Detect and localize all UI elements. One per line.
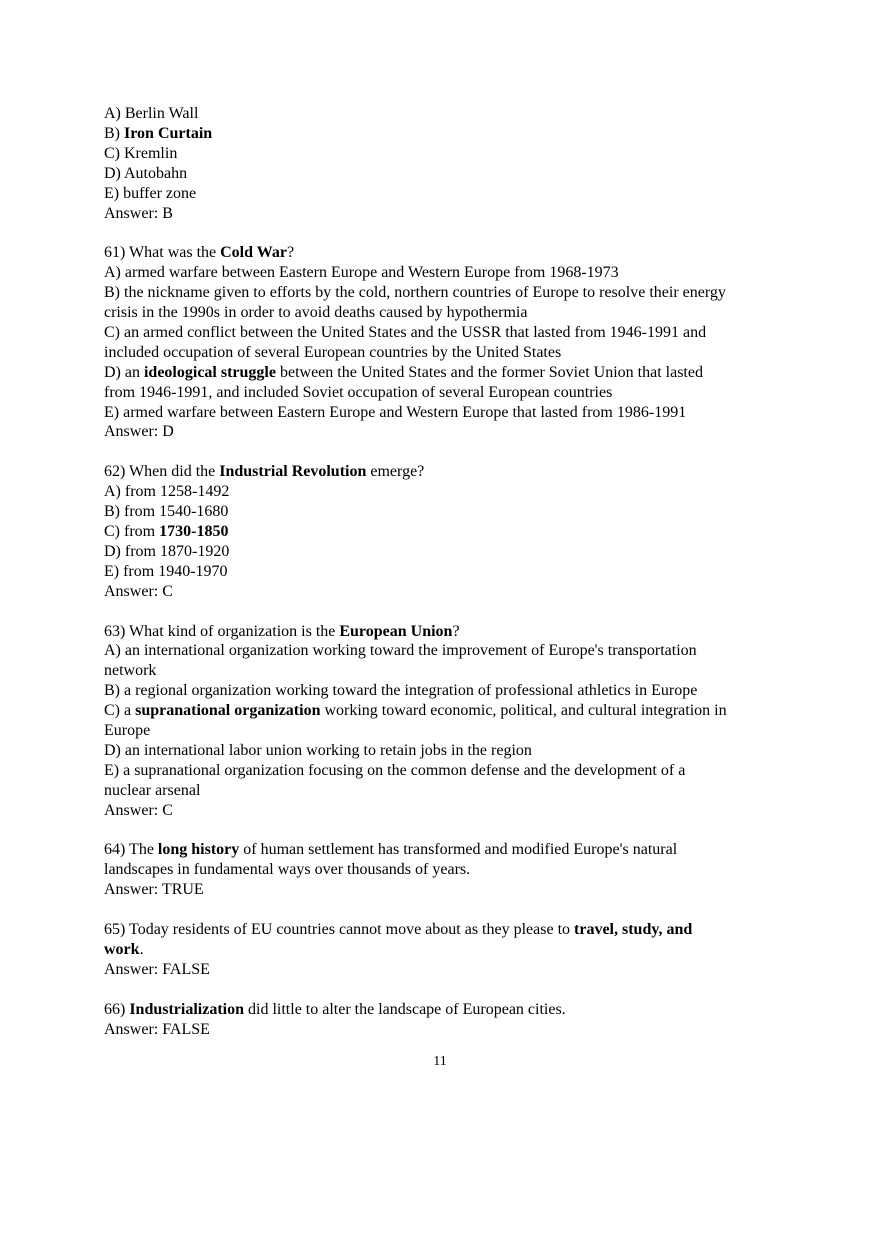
bold-term: 1730-1850 [159,523,229,540]
question-62 [104,462,784,601]
option-b: B) a regional organization working toward the integration of professional athletics in Europe [104,682,698,700]
option-b-line-2: crisis in the 1990s in order to avoid deaths caused by hypothermia [104,304,528,322]
option-a-line-1: A) an international organization working toward the improvement of Europe's transportation [104,642,697,660]
option-e: E) armed warfare between Eastern Europe and Western Europe that lasted from 1986-1991 [104,403,687,421]
answer: Answer: C [104,582,173,600]
option-e-line-2: nuclear arsenal [104,781,201,799]
bold-term: European Union [339,622,453,640]
question-stem: 61) What was the Cold War? [104,244,295,262]
option-c: C) from 1730-1850 [104,523,229,540]
option-b: B) from 1540-1680 [104,503,229,521]
option-e: E) from 1940-1970 [104,562,228,580]
question-63 [104,622,784,821]
question-stem-line-2: landscapes in fundamental ways over thousands of years. [104,861,471,879]
question-stem-line-1: 64) The long history of human settlement has transformed and modified Europe's natural [104,841,678,859]
bold-term: supranational organization [135,702,321,720]
question-65 [104,920,784,980]
option-c: C) Kremlin [104,144,178,162]
option-d: D) from 1870-1920 [104,542,230,560]
option-c-line-2: included occupation of several European countries by the United States [104,343,562,361]
question-60-options [104,104,784,223]
option-c-line-2: Europe [104,722,151,740]
option-a-line-2: network [104,662,157,680]
page-number: 11 [433,1054,447,1069]
bold-term: Cold War [220,244,287,262]
bold-term: ideological struggle [143,363,276,381]
option-a: A) Berlin Wall [104,105,199,122]
bold-term: Industrial Revolution [219,463,367,481]
option-d-line-1: D) an ideological struggle between the United States and the former Soviet Union that lasted [104,363,703,381]
option-b-line-1: B) the nickname given to efforts by the cold, northern countries of Europe to resolve their energy [104,284,726,302]
bold-term: long history [157,841,240,859]
option-e: E) buffer zone [104,184,197,202]
document-page [104,104,784,1040]
bold-term: travel, study, and [574,921,693,939]
option-d: D) an international labor union working to retain jobs in the region [104,741,532,759]
option-d-line-2: from 1946-1991, and included Soviet occupation of several European countries [104,383,613,401]
answer: Answer: FALSE [104,1020,210,1038]
question-61 [104,243,784,442]
question-66 [104,1000,784,1040]
question-stem: 62) When did the Industrial Revolution emerge? [104,463,425,481]
option-c-line-1: C) an armed conflict between the United States and the USSR that lasted from 1946-1991 and [104,323,707,341]
bold-term: Industrialization [129,1000,245,1018]
question-stem: 66) Industrialization did little to alter the landscape of European cities. [104,1000,566,1018]
question-stem: 63) What kind of organization is the European Union? [104,622,460,640]
option-e-line-1: E) a supranational organization focusing on the common defense and the development of a [104,761,686,779]
answer: Answer: C [104,801,173,819]
option-a: A) from 1258-1492 [104,483,230,501]
option-d: D) Autobahn [104,164,188,182]
question-64 [104,840,784,900]
bold-term: work [104,940,140,958]
answer: Answer: FALSE [104,960,210,978]
question-stem-line-2: work. [104,940,144,958]
option-b: B) Iron Curtain [104,124,213,142]
answer: Answer: B [104,204,173,222]
option-c-line-1: C) a supranational organization working toward economic, political, and cultural integration in [104,702,727,720]
option-a: A) armed warfare between Eastern Europe and Western Europe from 1968-1973 [104,264,619,282]
answer: Answer: TRUE [104,881,204,899]
answer: Answer: D [104,423,174,441]
bold-term: Iron Curtain [124,124,213,142]
question-stem-line-1: 65) Today residents of EU countries cannot move about as they please to travel, study, and [104,921,693,939]
